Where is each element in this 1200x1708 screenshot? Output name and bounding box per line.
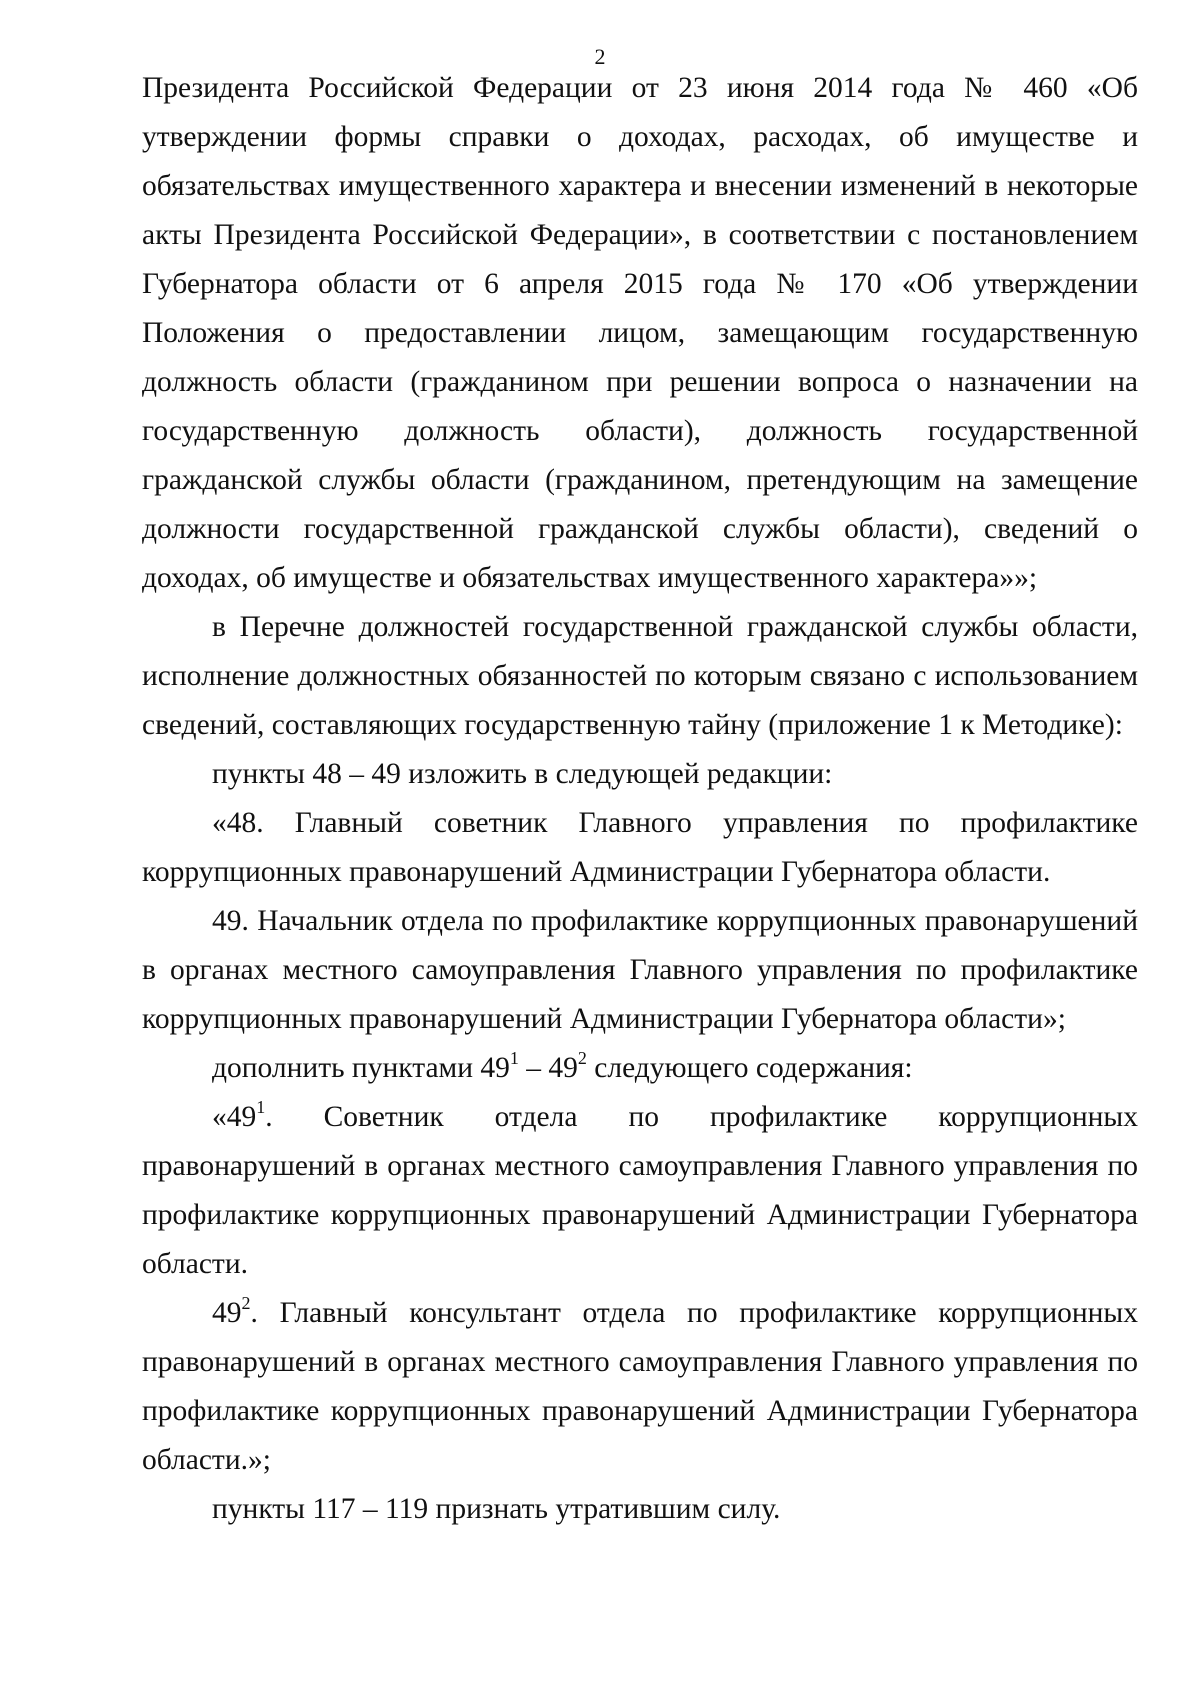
paragraph-items-117-119: пункты 117 – 119 признать утратившим силу. (212, 1493, 781, 1525)
add-items-middle: – 49 (518, 1052, 578, 1084)
item-49-1-text: . Советник отдела по профилактике коррупционных правонарушений в органах местного самоуправления Главного управления по профилактике коррупционных правонарушений Администрации Губернатора области. (142, 1101, 1138, 1280)
paragraph-items-48-49-intro: пункты 48 – 49 изложить в следующей редакции: (212, 758, 833, 790)
page-number: 2 (594, 44, 606, 69)
paragraph-item-49-2 (142, 1289, 1138, 1485)
item-49-2-text: . Главный консультант отдела по профилактике коррупционных правонарушений в органах местного самоуправления Главного управления по профилактике коррупционных правонарушений Администрации Губернатора области.»; (142, 1297, 1138, 1476)
paragraph-list-intro: в Перечне должностей государственной гражданской службы области, исполнение должностных обязанностей по которым связано с использованием сведений, составляющих государственную тайну (приложение 1 к Методике): (142, 611, 1138, 741)
paragraph-add-items-intro (142, 1044, 1138, 1093)
paragraph-item-49: 49. Начальник отдела по профилактике коррупционных правонарушений в органах местного самоуправления Главного управления по профилактике коррупционных правонарушений Администрации Губернатора области»; (142, 905, 1138, 1035)
document-body (142, 64, 1138, 1534)
add-items-prefix: дополнить пунктами 49 (212, 1052, 510, 1084)
item-49-1-sup: 1 (256, 1097, 266, 1118)
add-items-suffix: следующего содержания: (586, 1052, 913, 1084)
item-49-2-sup: 2 (241, 1293, 251, 1314)
paragraph-item-49-1 (142, 1093, 1138, 1289)
item-49-1-prefix: «49 (212, 1101, 257, 1133)
item-49-2-prefix: 49 (212, 1297, 242, 1329)
add-items-sup-1: 1 (509, 1048, 519, 1069)
paragraph-preamble-continuation: Президента Российской Федерации от 23 июня 2014 года № 460 «Об утверждении формы справки о доходах, расходах, об имуществе и обязательствах имущественного характера и внесении изменений в некоторые акты Президента Российской Федерации», в соответствии с постановлением Губернатора области от 6 апреля 2015 года № 170 «Об утверждении Положения о предоставлении лицом, замещающим государственную должность области (гражданином при решении вопроса о назначении на государственную должность области), должность государственной гражданской службы области (гражданином, претендующим на замещение должности государственной гражданской службы области), сведений о доходах, об имуществе и обязательствах имущественного характера»»; (142, 72, 1138, 594)
add-items-sup-2: 2 (577, 1048, 587, 1069)
paragraph-item-48: «48. Главный советник Главного управления по профилактике коррупционных правонарушений Администрации Губернатора области. (142, 807, 1138, 888)
